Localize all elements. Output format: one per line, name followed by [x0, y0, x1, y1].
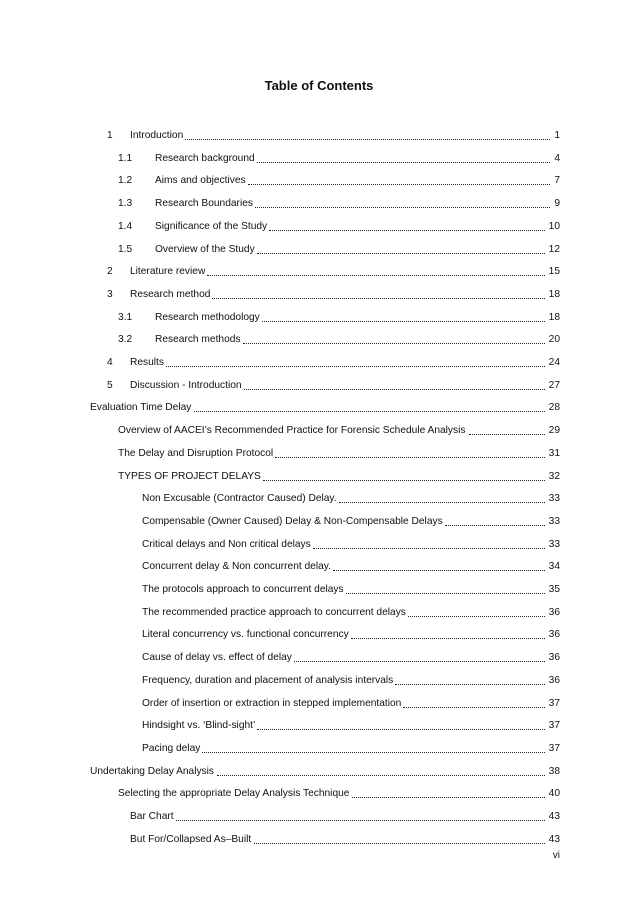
toc-entry-title: Cause of delay vs. effect of delay	[142, 652, 292, 663]
toc-entry[interactable]	[0, 741, 560, 757]
toc-entry-title: Introduction	[130, 130, 184, 141]
toc-entry-title: Overview of the Study	[155, 244, 255, 255]
toc-entry-title: Pacing delay	[142, 743, 201, 754]
toc-entry-page: 37	[548, 696, 560, 712]
toc-entry-number: 1.5	[118, 244, 133, 255]
dot-leader	[212, 297, 544, 299]
toc-entry-title: Research Boundaries	[155, 198, 253, 209]
dot-leader	[202, 751, 544, 753]
toc-entry[interactable]	[0, 491, 560, 507]
toc-entry[interactable]	[0, 537, 560, 553]
dot-leader	[176, 819, 545, 821]
dot-leader	[352, 796, 544, 798]
toc-entry[interactable]	[0, 832, 560, 848]
toc-entry[interactable]	[0, 446, 560, 462]
toc-entry-page: 38	[548, 764, 560, 780]
toc-entry-title: Results	[130, 357, 164, 368]
toc-entry-page: 9	[553, 196, 560, 212]
toc-title: Table of Contents	[264, 78, 374, 93]
dot-leader	[255, 206, 550, 208]
toc-entry-number: 3	[107, 289, 113, 300]
toc-entry-title: Order of insertion or extraction in stepped implementation	[142, 698, 402, 709]
toc-entry-number: 5	[107, 380, 113, 391]
dot-leader	[408, 615, 545, 617]
dot-leader	[248, 183, 551, 185]
toc-entry[interactable]	[0, 173, 560, 189]
toc-entry-page: 10	[548, 219, 560, 235]
dot-leader	[445, 524, 545, 526]
toc-entry[interactable]	[0, 809, 560, 825]
toc-entry-title: Hindsight vs. ‘Blind-sight’	[142, 720, 256, 731]
toc-entry[interactable]	[0, 219, 560, 235]
toc-entry-number: 1.4	[118, 221, 133, 232]
toc-entry-page: 36	[548, 650, 560, 666]
dot-leader	[243, 342, 545, 344]
dot-leader	[254, 842, 545, 844]
toc-entry-title: Literature review	[130, 266, 206, 277]
toc-entry-page: 29	[548, 423, 560, 439]
dot-leader	[275, 456, 545, 458]
toc-entry-title: The recommended practice approach to concurrent delays	[142, 607, 406, 618]
toc-entry-page: 37	[548, 741, 560, 757]
toc-entry-number: 1.2	[118, 175, 133, 186]
toc-entry-title: Research background	[155, 153, 255, 164]
toc-entry[interactable]	[0, 696, 560, 712]
toc-entry-page: 33	[548, 537, 560, 553]
toc-entry-page: 31	[548, 446, 560, 462]
toc-entry-number: 3.2	[118, 334, 133, 345]
toc-entry-title: Research method	[130, 289, 211, 300]
dot-leader	[185, 138, 550, 140]
dot-leader	[262, 320, 545, 322]
toc-entry-page: 33	[548, 491, 560, 507]
toc-entry-title: The protocols approach to concurrent delays	[142, 584, 344, 595]
dot-leader	[351, 637, 545, 639]
dot-leader	[395, 683, 544, 685]
dot-leader	[313, 547, 545, 549]
dot-leader	[244, 388, 545, 390]
toc-entry[interactable]	[0, 582, 560, 598]
dot-leader	[269, 229, 545, 231]
toc-entry-number: 1.1	[118, 153, 133, 164]
toc-entry-page: 34	[548, 559, 560, 575]
toc-entry-title: Overview of AACEI’s Recommended Practice for Forensic Schedule Analysis	[118, 425, 466, 436]
toc-entry-page: 36	[548, 627, 560, 643]
toc-entry-page: 1	[553, 128, 560, 144]
toc-entry-page: 37	[548, 718, 560, 734]
toc-entry[interactable]	[0, 264, 560, 280]
toc-entry-page: 28	[548, 400, 560, 416]
toc-entry-title: Research methodology	[155, 312, 260, 323]
dot-leader	[294, 660, 545, 662]
toc-entry-title: Concurrent delay & Non concurrent delay.	[142, 561, 331, 572]
toc-entry[interactable]	[0, 151, 560, 167]
dot-leader	[263, 479, 545, 481]
toc-entry[interactable]	[0, 332, 560, 348]
toc-entry-page: 32	[548, 469, 560, 485]
toc-entry[interactable]	[0, 469, 560, 485]
toc-entry-title: Non Excusable (Contractor Caused) Delay.	[142, 493, 337, 504]
dot-leader	[339, 501, 545, 503]
dot-leader	[469, 433, 545, 435]
toc-entry-title: Bar Chart	[130, 811, 174, 822]
toc-entry-number: 3.1	[118, 312, 133, 323]
toc-entry-title: Selecting the appropriate Delay Analysis Technique	[118, 788, 350, 799]
toc-entry-page: 18	[548, 287, 560, 303]
toc-entry-page: 18	[548, 310, 560, 326]
toc-entry-page: 27	[548, 378, 560, 394]
dot-leader	[217, 774, 545, 776]
toc-entry-page: 20	[548, 332, 560, 348]
toc-entry-page: 43	[548, 832, 560, 848]
dot-leader	[257, 161, 551, 163]
toc-entry-title: Evaluation Time Delay	[90, 402, 192, 413]
toc-entry[interactable]	[0, 559, 560, 575]
toc-entry-page: 43	[548, 809, 560, 825]
dot-leader	[207, 274, 544, 276]
toc-entry[interactable]	[0, 378, 560, 394]
toc-entry[interactable]	[0, 128, 560, 144]
dot-leader	[346, 592, 545, 594]
toc-entry-title: TYPES OF PROJECT DELAYS	[118, 471, 261, 482]
toc-entry-page: 36	[548, 673, 560, 689]
toc-entry[interactable]	[0, 786, 560, 802]
dot-leader	[333, 569, 545, 571]
toc-entry-title: Discussion - Introduction	[130, 380, 242, 391]
toc-entry-title: Aims and objectives	[155, 175, 246, 186]
toc-entry[interactable]	[0, 423, 560, 439]
toc-entry-number: 1.3	[118, 198, 133, 209]
toc-entry-title: Significance of the Study	[155, 221, 268, 232]
toc-entry[interactable]	[0, 605, 560, 621]
toc-entry-title: Literal concurrency vs. functional concurrency	[142, 629, 349, 640]
toc-entry[interactable]	[0, 514, 560, 530]
toc-entry-title: Compensable (Owner Caused) Delay & Non-Compensable Delays	[142, 516, 443, 527]
dot-leader	[257, 252, 545, 254]
toc-entry-title: Frequency, duration and placement of analysis intervals	[142, 675, 394, 686]
toc-entry-title: Research methods	[155, 334, 241, 345]
toc-entry[interactable]	[0, 718, 560, 734]
toc-entry[interactable]	[0, 355, 560, 371]
dot-leader	[194, 410, 545, 412]
toc-entry[interactable]	[0, 287, 560, 303]
toc-entry-title: The Delay and Disruption Protocol	[118, 448, 274, 459]
toc-entry[interactable]	[0, 242, 560, 258]
toc-entry-page: 4	[553, 151, 560, 167]
toc-entry-title: Critical delays and Non critical delays	[142, 539, 311, 550]
toc-entry[interactable]	[0, 310, 560, 326]
page-number-footer: vi	[552, 850, 560, 861]
toc-entry-page: 24	[548, 355, 560, 371]
toc-entry-title: Undertaking Delay Analysis	[90, 766, 215, 777]
toc-entry-page: 7	[553, 173, 560, 189]
toc-entry-title: But For/Collapsed As–Built	[130, 834, 252, 845]
toc-entry-number: 1	[107, 130, 113, 141]
toc-entry[interactable]	[0, 764, 560, 780]
dot-leader	[257, 728, 544, 730]
toc-entry-page: 12	[548, 242, 560, 258]
toc-entry-page: 35	[548, 582, 560, 598]
dot-leader	[166, 365, 545, 367]
toc-entry[interactable]	[0, 650, 560, 666]
toc-entry-number: 2	[107, 266, 113, 277]
toc-entry-page: 15	[548, 264, 560, 280]
toc-entry[interactable]	[0, 673, 560, 689]
toc-entry[interactable]	[0, 400, 560, 416]
toc-entry-page: 36	[548, 605, 560, 621]
toc-entry[interactable]	[0, 196, 560, 212]
dot-leader	[403, 706, 544, 708]
toc-entry-page: 40	[548, 786, 560, 802]
toc-entry[interactable]	[0, 627, 560, 643]
toc-entry-page: 33	[548, 514, 560, 530]
toc-entry-number: 4	[107, 357, 113, 368]
